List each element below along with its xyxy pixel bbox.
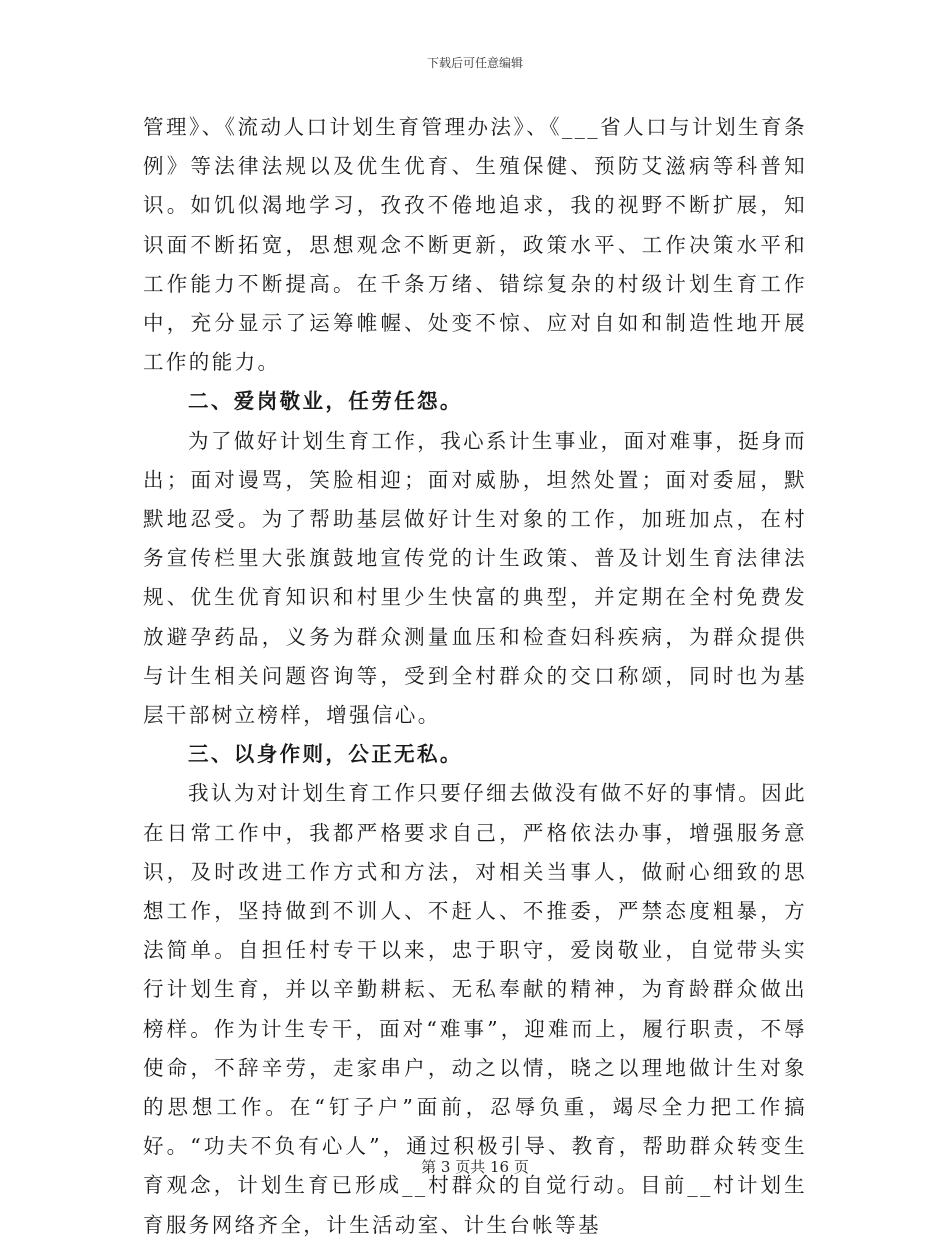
paragraph-section-2: 为了做好计划生育工作，我心系计生事业，面对难事，挺身而出；面对谩骂，笑脸相迎；面对威胁，坦然处置；面对委屈，默默地忍受。为了帮助基层做好计生对象的工作，加班加点，在村务宣传栏里大张旗鼓地宣传党的计生政策、普及计划生育法律法规、优生优育知识和村里少生快富的典型，并定期在全村免费发放避孕药品，义务为群众测量血压和检查妇科疾病，为群众提供与计生相关问题咨询等，受到全村群众的交口称颂，同时也为基层干部树立榜样，增强信心。 xyxy=(143,428,807,728)
document-body xyxy=(143,108,807,1245)
page-header: 下载后可任意编辑 xyxy=(426,56,523,70)
section-heading-3: 三、以身作则，公正无私。 xyxy=(188,742,463,767)
paragraph-section-3: 我认为对计划生育工作只要仔细去做没有做不好的事情。因此在日常工作中，我都严格要求自己，严格依法办事，增强服务意识，及时改进工作方式和方法，对相关当事人，做耐心细致的思想工作，坚持做到不训人、不赶人、不推委，严禁态度粗暴，方法简单。自担任村专干以来，忠于职守，爱岗敬业，自觉带头实行计划生育，并以辛勤耕耘、无私奉献的精神，为育龄群众做出榜样。作为计生专干，面对“难事”，迎难而上，履行职责，不辱使命，不辞辛劳，走家串户，动之以情，晓之以理地做计生对象的思想工作。在“钉子户”面前，忍辱负重，竭尽全力把工作搞好。“功夫不负有心人”，通过积极引导、教育，帮助群众转变生育观念，计划生育已形成__村群众的自觉行动。目前__村计划生育服务网络齐全，计生活动室、计生台帐等基 xyxy=(143,781,807,1237)
section-heading-2: 二、爱岗敬业，任劳任怨。 xyxy=(188,389,463,414)
page-footer: 第 3 页共 16 页 xyxy=(421,1158,529,1176)
paragraph-intro-continuation: 管理》、《流动人口计划生育管理办法》、《___省人口与计划生育条例》等法律法规以及优生优育、生殖保健、预防艾滋病等科普知识。如饥似渴地学习，孜孜不倦地追求，我的视野不断扩展，知识面不断拓宽，思想观念不断更新，政策水平、工作决策水平和工作能力不断提高。在千条万绪、错综复杂的村级计划生育工作中，充分显示了运筹帷幄、处变不惊、应对自如和制造性地开展工作的能力。 xyxy=(143,115,807,375)
